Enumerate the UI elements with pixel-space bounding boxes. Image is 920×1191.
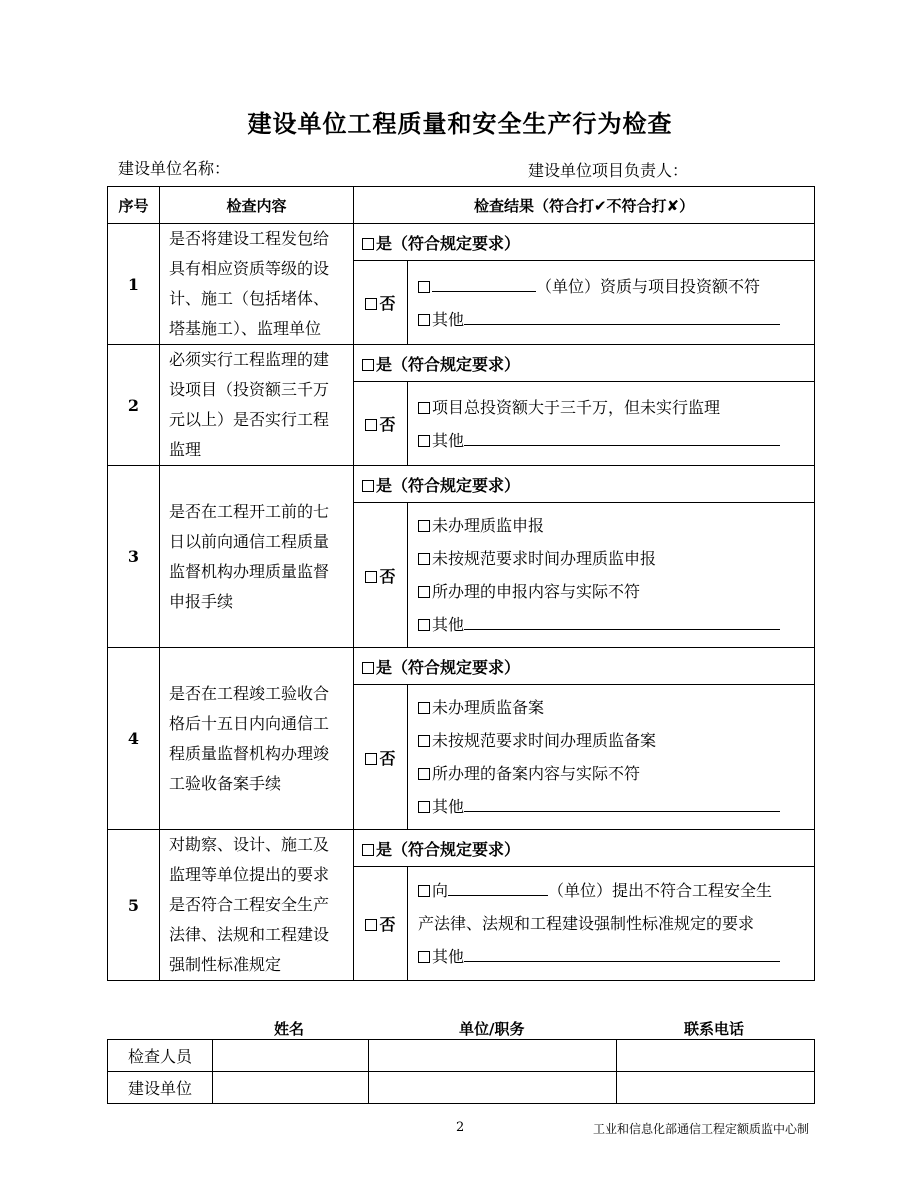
- no-option[interactable]: [354, 685, 408, 830]
- option-text: 所办理的申报内容与实际不符: [432, 582, 641, 601]
- no-label: 否: [379, 915, 396, 934]
- content-line: 强制性标准规定: [169, 955, 282, 974]
- option-text: 向: [432, 881, 449, 900]
- option-text-continued: 产法律、法规和工程建设强制性标准规定的要求: [418, 914, 755, 933]
- option-item[interactable]: [418, 391, 808, 424]
- option-text: 其他: [432, 309, 465, 329]
- checkbox-icon[interactable]: [362, 844, 374, 856]
- checkbox-icon[interactable]: [418, 885, 430, 897]
- option-text: 项目总投资额大于三千万，但未实行监理: [432, 397, 721, 417]
- content-line: 是否将建设工程发包给: [169, 229, 330, 248]
- inspector-phone-cell[interactable]: [617, 1040, 815, 1072]
- table-header-row: [108, 187, 815, 224]
- content-line: 具有相应资质等级的设: [169, 259, 330, 278]
- blank-line[interactable]: [464, 943, 780, 962]
- checkbox-icon[interactable]: [418, 735, 430, 747]
- checkbox-icon[interactable]: [365, 298, 377, 310]
- yes-option[interactable]: [354, 345, 815, 382]
- checkbox-icon[interactable]: [362, 238, 374, 250]
- content-line: 法律、法规和工程建设: [169, 925, 330, 944]
- option-text: 其他: [432, 797, 465, 816]
- no-label: 否: [379, 566, 396, 586]
- no-option[interactable]: [354, 382, 408, 466]
- blank-line[interactable]: [464, 306, 780, 325]
- yes-option[interactable]: [354, 648, 815, 685]
- checkbox-icon[interactable]: [362, 480, 374, 492]
- inspector-name-cell[interactable]: [213, 1040, 369, 1072]
- footer-org: 工业和信息化部通信工程定额质监中心制: [593, 1122, 810, 1136]
- no-label: 否: [379, 748, 396, 768]
- yes-label: 是（符合规定要求）: [376, 354, 521, 374]
- yes-option[interactable]: [354, 224, 815, 261]
- sig-col-phone: 联系电话: [684, 1020, 745, 1038]
- row-content: [160, 466, 354, 648]
- option-text: （单位）资质与项目投资额不符: [536, 276, 761, 296]
- option-item[interactable]: [418, 691, 808, 724]
- option-item[interactable]: [418, 509, 808, 542]
- option-item[interactable]: [418, 940, 808, 973]
- no-option[interactable]: [354, 867, 408, 981]
- blank-line[interactable]: [448, 877, 548, 896]
- col-seq-header: 序号: [108, 187, 160, 224]
- option-text: 其他: [432, 615, 465, 634]
- row-seq: 3: [108, 466, 160, 648]
- inspector-label: 检查人员: [108, 1040, 213, 1072]
- table-row: [108, 830, 815, 867]
- content-line: 设项目（投资额三千万: [169, 380, 330, 399]
- option-item[interactable]: [418, 874, 808, 907]
- checkbox-icon[interactable]: [418, 520, 430, 532]
- option-item[interactable]: [418, 575, 808, 608]
- no-option[interactable]: [354, 261, 408, 345]
- option-item[interactable]: [418, 757, 808, 790]
- option-text: 所办理的备案内容与实际不符: [432, 764, 641, 783]
- row-seq: 2: [108, 345, 160, 466]
- no-label: 否: [379, 415, 396, 434]
- checkbox-icon[interactable]: [362, 662, 374, 674]
- checkbox-icon[interactable]: [418, 801, 430, 813]
- blank-line[interactable]: [464, 427, 780, 446]
- table-row: [108, 224, 815, 261]
- checkbox-icon[interactable]: [418, 619, 430, 631]
- content-line: 格后十五日内向通信工: [169, 713, 330, 733]
- yes-label: 是（符合规定要求）: [376, 839, 521, 859]
- checkbox-icon[interactable]: [365, 571, 377, 583]
- no-details: [408, 382, 815, 466]
- content-line: 监理: [169, 440, 202, 459]
- inspector-unit-cell[interactable]: [369, 1040, 617, 1072]
- option-text: 未按规范要求时间办理质监备案: [432, 731, 657, 750]
- col-content-header: 检查内容: [160, 187, 354, 224]
- table-row: [108, 648, 815, 685]
- row-seq: 1: [108, 224, 160, 345]
- option-item[interactable]: [418, 542, 808, 575]
- table-row: [108, 345, 815, 382]
- content-line: 对勘察、设计、施工及: [169, 835, 330, 854]
- table-row: [108, 1040, 815, 1072]
- yes-label: 是（符合规定要求）: [376, 657, 521, 677]
- page-title: 建设单位工程质量和安全生产行为检查: [247, 110, 673, 138]
- option-item[interactable]: [418, 790, 808, 823]
- checkbox-icon[interactable]: [418, 281, 430, 293]
- checkbox-icon[interactable]: [365, 753, 377, 765]
- checkbox-icon[interactable]: [418, 314, 430, 326]
- checkbox-icon[interactable]: [418, 702, 430, 714]
- row-content: [160, 648, 354, 830]
- option-text: 未办理质监申报: [432, 516, 545, 535]
- builder-name-cell[interactable]: [213, 1072, 369, 1104]
- option-text: 未办理质监备案: [432, 698, 545, 717]
- sig-col-name: 姓名: [274, 1020, 305, 1038]
- checkbox-icon[interactable]: [418, 586, 430, 598]
- no-details: [408, 867, 815, 981]
- responsible-label: 建设单位项目负责人：: [528, 161, 689, 180]
- yes-option[interactable]: [354, 466, 815, 503]
- row-content: [160, 345, 354, 466]
- checkbox-icon[interactable]: [418, 951, 430, 963]
- content-line: 监理等单位提出的要求: [169, 865, 330, 884]
- no-details: [408, 261, 815, 345]
- row-seq: 5: [108, 830, 160, 981]
- no-details: [408, 685, 815, 830]
- content-line: 申报手续: [169, 591, 234, 611]
- yes-label: 是（符合规定要求）: [376, 233, 521, 253]
- option-text: 其他: [432, 947, 465, 966]
- no-label: 否: [379, 294, 396, 313]
- option-text: （单位）提出不符合工程安全生: [548, 881, 773, 900]
- checkbox-icon[interactable]: [365, 419, 377, 431]
- no-option[interactable]: [354, 503, 408, 648]
- no-details: [408, 503, 815, 648]
- content-line: 监督机构办理质量监督: [169, 561, 330, 581]
- option-item[interactable]: [418, 303, 808, 336]
- blank-line[interactable]: [464, 611, 780, 630]
- option-item[interactable]: [418, 724, 808, 757]
- row-content: [160, 830, 354, 981]
- content-line: 塔基施工）、监理单位: [169, 319, 322, 338]
- builder-phone-cell[interactable]: [617, 1072, 815, 1104]
- inspection-table: [107, 186, 815, 981]
- checkbox-icon[interactable]: [418, 402, 430, 414]
- sig-col-unit: 单位/职务: [459, 1020, 525, 1038]
- checkbox-icon[interactable]: [418, 553, 430, 565]
- col-result-header: 检查结果（符合打✔不符合打✘）: [354, 187, 815, 224]
- option-text: 其他: [432, 430, 465, 450]
- option-text: 未按规范要求时间办理质监申报: [432, 549, 657, 568]
- row-seq: 4: [108, 648, 160, 830]
- checkbox-icon[interactable]: [418, 768, 430, 780]
- row-content: [160, 224, 354, 345]
- checkbox-icon[interactable]: [418, 435, 430, 447]
- checkbox-icon[interactable]: [365, 919, 377, 931]
- builder-unit-cell[interactable]: [369, 1072, 617, 1104]
- builder-label: 建设单位: [108, 1072, 213, 1104]
- signature-table: [107, 1039, 815, 1104]
- content-line: 程质量监督机构办理竣: [169, 743, 330, 763]
- option-item[interactable]: [418, 270, 808, 303]
- content-line: 工验收备案手续: [169, 773, 282, 793]
- table-row: [108, 1072, 815, 1104]
- blank-line[interactable]: [432, 273, 536, 292]
- content-line: 必须实行工程监理的建: [169, 350, 330, 369]
- content-line: 日以前向通信工程质量: [169, 531, 330, 551]
- table-row: [108, 466, 815, 503]
- content-line: 是否在工程开工前的七: [169, 501, 330, 521]
- unit-name-label: 建设单位名称：: [118, 159, 231, 178]
- yes-option[interactable]: [354, 830, 815, 867]
- option-item[interactable]: [418, 424, 808, 457]
- content-line: 计、施工（包括堵体、: [169, 289, 330, 308]
- content-line: 是否在工程竣工验收合: [169, 683, 330, 703]
- yes-label: 是（符合规定要求）: [376, 475, 521, 495]
- page-number: 2: [456, 1120, 465, 1135]
- blank-line[interactable]: [464, 793, 780, 812]
- checkbox-icon[interactable]: [362, 359, 374, 371]
- content-line: 是否符合工程安全生产: [169, 895, 330, 914]
- content-line: 元以上）是否实行工程: [169, 410, 330, 429]
- option-item[interactable]: [418, 608, 808, 641]
